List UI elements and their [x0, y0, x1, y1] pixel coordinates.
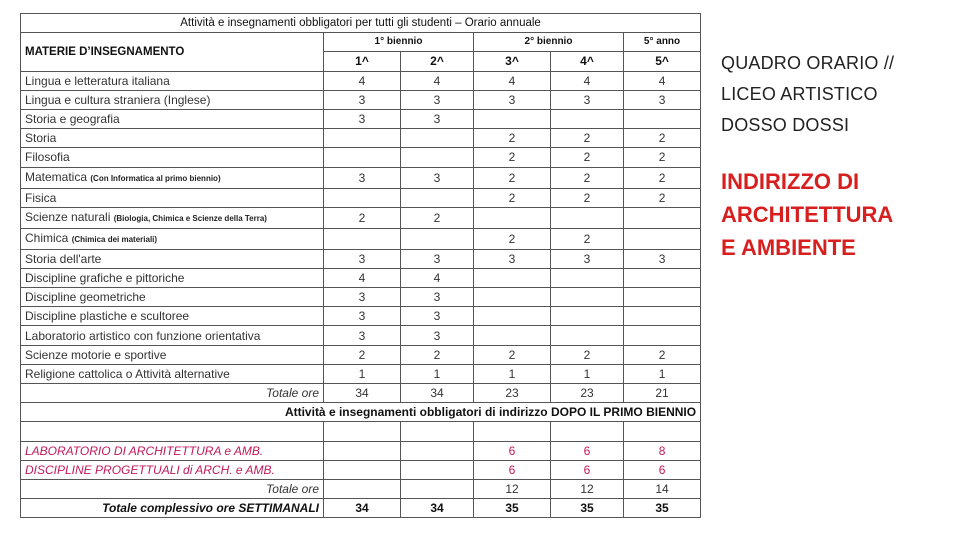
subject-name: [21, 148, 324, 167]
group-header-3: 5° anno: [624, 33, 701, 52]
subject-label: Scienze motorie e sportive: [25, 347, 167, 362]
total2-cell: [401, 479, 474, 498]
total-row: [21, 384, 701, 403]
indirizzo-hours: 6: [624, 460, 701, 479]
total2-cell: [324, 479, 401, 498]
hours-cell: 2: [474, 148, 551, 167]
table-title: Attività e insegnamenti obbligatori per tutti gli studenti – Orario annuale: [21, 14, 701, 33]
hours-cell: 4: [551, 71, 624, 90]
hours-cell: [551, 326, 624, 345]
hours-cell: 3: [401, 249, 474, 268]
subject-note: (Con Informatica al primo biennio): [90, 173, 221, 183]
table-row: [21, 326, 701, 345]
hours-cell: 3: [324, 109, 401, 128]
hours-cell: 1: [551, 364, 624, 383]
table-row: [21, 188, 701, 207]
total2-cell: 14: [624, 479, 701, 498]
hours-cell: 1: [474, 364, 551, 383]
timetable: [20, 13, 701, 518]
hours-cell: 2: [551, 345, 624, 364]
table-row: [21, 71, 701, 90]
section2-row: [21, 403, 701, 422]
subject-label: Storia: [25, 131, 57, 146]
indirizzo-row: [21, 460, 701, 479]
hours-cell: 4: [401, 71, 474, 90]
empty-cell: [624, 422, 701, 441]
indirizzo-hours: 8: [624, 441, 701, 460]
empty-cell: [21, 422, 324, 441]
hours-cell: 3: [624, 249, 701, 268]
hours-cell: 2: [474, 228, 551, 249]
hours-cell: 2: [324, 207, 401, 228]
hours-cell: 1: [401, 364, 474, 383]
group-header-1: 1° biennio: [324, 33, 474, 52]
side-caption: [721, 48, 894, 141]
empty-row: [21, 422, 701, 441]
total-cell: 34: [401, 384, 474, 403]
hours-cell: 1: [324, 364, 401, 383]
hours-cell: 4: [324, 71, 401, 90]
hours-cell: 2: [551, 167, 624, 188]
year-header: 1^: [324, 52, 401, 71]
indirizzo-hours: [324, 460, 401, 479]
table-row: [21, 307, 701, 326]
indirizzo-line: INDIRIZZO DI: [721, 169, 860, 194]
subject-name: [21, 109, 324, 128]
hours-cell: [324, 148, 401, 167]
subject-label: Matematica: [25, 169, 88, 184]
section2-title: Attività e insegnamenti obbligatori di indirizzo DOPO IL PRIMO BIENNIO: [21, 403, 701, 422]
indirizzo-hours: [401, 460, 474, 479]
table-row: [21, 148, 701, 167]
hours-cell: 3: [401, 307, 474, 326]
subject-name: [21, 188, 324, 207]
hours-cell: 4: [624, 71, 701, 90]
subject-label: Lingua e letteratura italiana: [25, 73, 170, 88]
hours-cell: 2: [624, 148, 701, 167]
table-row: [21, 167, 701, 188]
indirizzo-line: E AMBIENTE: [721, 235, 856, 260]
side-line: DOSSO DOSSI: [721, 115, 850, 135]
hours-cell: 3: [324, 307, 401, 326]
hours-cell: 4: [324, 268, 401, 287]
hours-cell: [624, 307, 701, 326]
hours-cell: [474, 207, 551, 228]
table-row: [21, 109, 701, 128]
subject-name: [21, 364, 324, 383]
empty-cell: [324, 422, 401, 441]
grand-total-row: [21, 499, 701, 518]
total-label: Totale ore: [21, 384, 324, 403]
indirizzo-line: ARCHITETTURA: [721, 202, 894, 227]
table-row: [21, 249, 701, 268]
subject-name: [21, 90, 324, 109]
hours-cell: 3: [551, 90, 624, 109]
subject-name: [21, 167, 324, 188]
hours-cell: [474, 268, 551, 287]
hours-cell: 2: [474, 188, 551, 207]
subject-label: Chimica: [25, 230, 69, 245]
year-header: 4^: [551, 52, 624, 71]
hours-cell: 3: [324, 326, 401, 345]
hours-cell: [551, 288, 624, 307]
hours-cell: [474, 307, 551, 326]
total2-cell: 12: [551, 479, 624, 498]
empty-cell: [474, 422, 551, 441]
total2-label: Totale ore: [21, 479, 324, 498]
hours-cell: 3: [401, 109, 474, 128]
hours-cell: [551, 109, 624, 128]
subject-header: MATERIE D’INSEGNAMENTO: [21, 33, 324, 71]
hours-cell: 2: [474, 129, 551, 148]
table-row: [21, 228, 701, 249]
hours-cell: 2: [474, 167, 551, 188]
hours-cell: [551, 307, 624, 326]
empty-cell: [401, 422, 474, 441]
table-row: [21, 345, 701, 364]
hours-cell: 2: [624, 345, 701, 364]
grand-total-cell: 34: [401, 499, 474, 518]
hours-cell: 3: [401, 90, 474, 109]
subject-label: Discipline grafiche e pittoriche: [25, 270, 185, 285]
subject-label: Lingua e cultura straniera (Inglese): [25, 92, 211, 107]
indirizzo-subject: DISCIPLINE PROGETTUALI di ARCH. e AMB.: [21, 460, 324, 479]
subject-name: [21, 288, 324, 307]
indirizzo-hours: [401, 441, 474, 460]
year-header: 2^: [401, 52, 474, 71]
grand-total-cell: 35: [551, 499, 624, 518]
hours-cell: 1: [624, 364, 701, 383]
year-header: 3^: [474, 52, 551, 71]
total2-cell: 12: [474, 479, 551, 498]
hours-cell: [624, 228, 701, 249]
subject-label: Storia e geografia: [25, 112, 120, 127]
total2-row: [21, 479, 701, 498]
hours-cell: 3: [401, 167, 474, 188]
indirizzo-subject: LABORATORIO DI ARCHITETTURA e AMB.: [21, 441, 324, 460]
year-header: 5^: [624, 52, 701, 71]
subject-name: [21, 345, 324, 364]
grand-total-cell: 34: [324, 499, 401, 518]
table-title-row: [21, 14, 701, 33]
hours-cell: 2: [551, 129, 624, 148]
subject-label: Scienze naturali: [25, 209, 111, 224]
group-header-2: 2° biennio: [474, 33, 624, 52]
indirizzo-title: [721, 165, 893, 264]
hours-cell: [324, 129, 401, 148]
hours-cell: 2: [474, 345, 551, 364]
side-line: LICEO ARTISTICO: [721, 84, 878, 104]
hours-cell: 3: [551, 249, 624, 268]
hours-cell: [474, 326, 551, 345]
table-row: [21, 90, 701, 109]
subject-label: Laboratorio artistico con funzione orientativa: [25, 328, 261, 343]
hours-cell: [624, 109, 701, 128]
subject-name: [21, 307, 324, 326]
table-row: [21, 268, 701, 287]
hours-cell: 2: [401, 345, 474, 364]
hours-cell: [324, 188, 401, 207]
hours-cell: 3: [401, 288, 474, 307]
subject-name: [21, 207, 324, 228]
hours-cell: 3: [324, 249, 401, 268]
subject-label: Fisica: [25, 190, 57, 205]
hours-cell: 2: [624, 167, 701, 188]
subject-label: Filosofia: [25, 150, 70, 165]
indirizzo-hours: 6: [474, 441, 551, 460]
subject-label: Religione cattolica o Attività alternative: [25, 366, 230, 381]
subject-name: [21, 228, 324, 249]
hours-cell: 3: [324, 90, 401, 109]
hours-cell: 2: [624, 129, 701, 148]
hours-cell: 4: [401, 268, 474, 287]
subject-label: Storia dell'arte: [25, 251, 102, 266]
hours-cell: 2: [551, 188, 624, 207]
total-cell: 21: [624, 384, 701, 403]
hours-cell: [324, 228, 401, 249]
total-cell: 34: [324, 384, 401, 403]
hours-cell: [474, 109, 551, 128]
subject-note: (Chimica dei materiali): [71, 234, 158, 244]
subject-note: (Biologia, Chimica e Scienze della Terra): [113, 213, 267, 223]
hours-cell: [401, 228, 474, 249]
hours-cell: 2: [551, 148, 624, 167]
table-row: [21, 129, 701, 148]
hours-cell: [401, 148, 474, 167]
grand-total-cell: 35: [474, 499, 551, 518]
subject-name: [21, 326, 324, 345]
hours-cell: 3: [324, 167, 401, 188]
hours-cell: 3: [624, 90, 701, 109]
total-cell: 23: [551, 384, 624, 403]
hours-cell: 3: [474, 249, 551, 268]
indirizzo-hours: 6: [551, 441, 624, 460]
empty-cell: [551, 422, 624, 441]
indirizzo-row: [21, 441, 701, 460]
hours-cell: [401, 188, 474, 207]
hours-cell: 2: [324, 345, 401, 364]
hours-cell: [474, 288, 551, 307]
group-header-row: [21, 33, 701, 52]
indirizzo-hours: 6: [474, 460, 551, 479]
indirizzo-hours: [324, 441, 401, 460]
grand-total-cell: 35: [624, 499, 701, 518]
hours-cell: [624, 326, 701, 345]
total-cell: 23: [474, 384, 551, 403]
grand-total-label: Totale complessivo ore SETTIMANALI: [21, 499, 324, 518]
indirizzo-hours: 6: [551, 460, 624, 479]
hours-cell: [624, 207, 701, 228]
hours-cell: [401, 129, 474, 148]
hours-cell: [624, 288, 701, 307]
subject-name: [21, 249, 324, 268]
hours-cell: [551, 207, 624, 228]
side-line: QUADRO ORARIO //: [721, 53, 895, 73]
table-row: [21, 364, 701, 383]
hours-cell: 3: [324, 288, 401, 307]
subject-name: [21, 268, 324, 287]
hours-cell: 2: [624, 188, 701, 207]
subject-label: Discipline geometriche: [25, 290, 146, 305]
hours-cell: 3: [474, 90, 551, 109]
subject-name: [21, 71, 324, 90]
subject-label: Discipline plastiche e scultoree: [25, 309, 190, 324]
hours-cell: 2: [401, 207, 474, 228]
table-row: [21, 207, 701, 228]
hours-cell: [624, 268, 701, 287]
hours-cell: 3: [401, 326, 474, 345]
hours-cell: 2: [551, 228, 624, 249]
table-row: [21, 288, 701, 307]
subject-name: [21, 129, 324, 148]
hours-cell: [551, 268, 624, 287]
hours-cell: 4: [474, 71, 551, 90]
